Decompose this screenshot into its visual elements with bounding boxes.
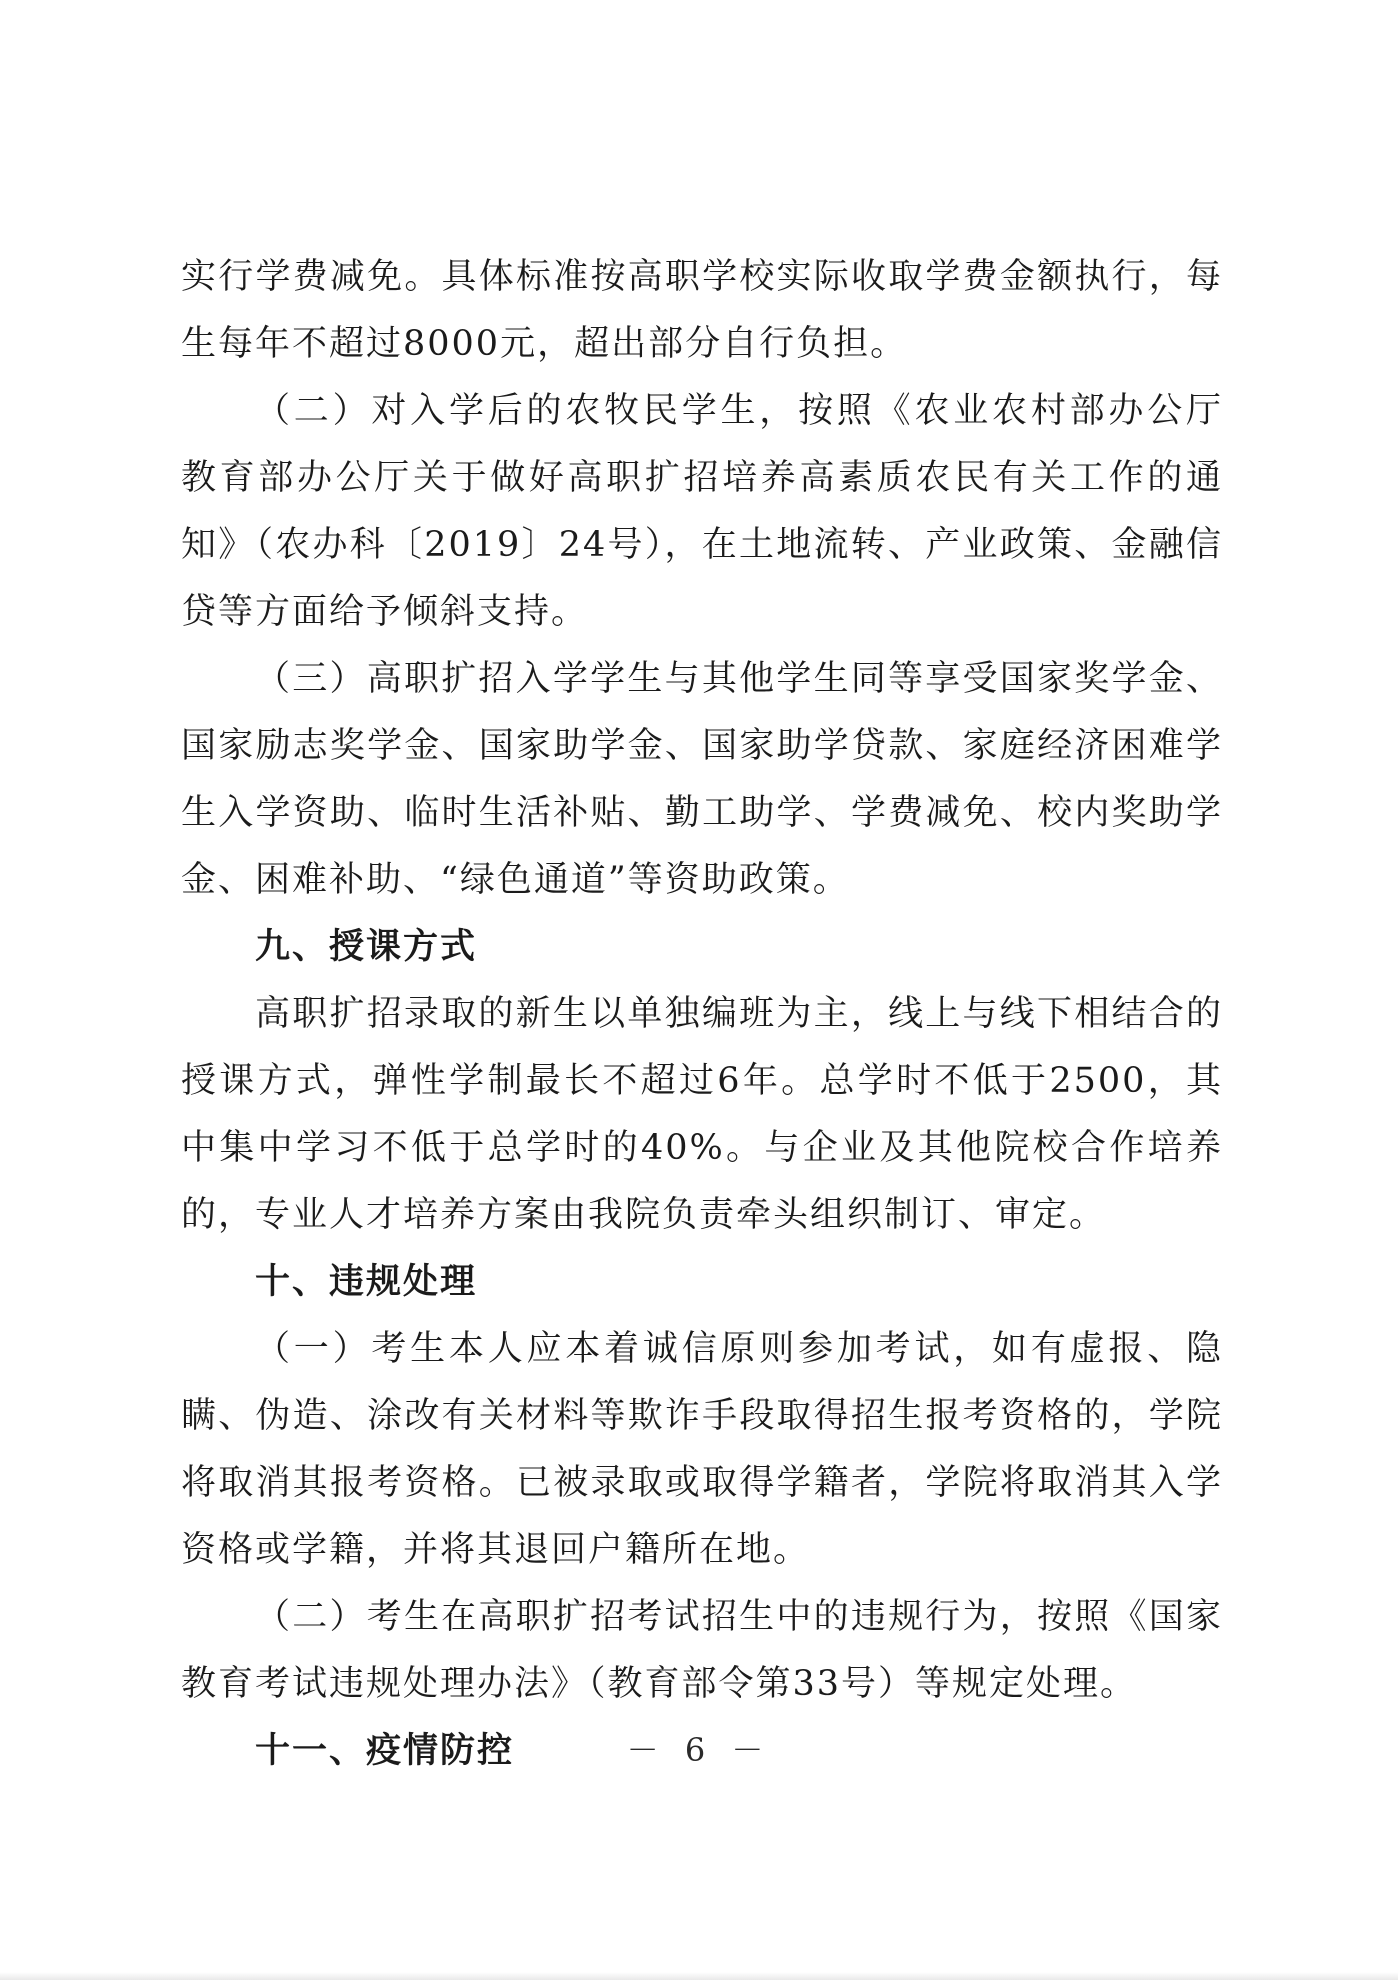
paragraph-financial-aid: （三）高职扩招入学学生与其他学生同等享受国家奖学金、国家励志奖学金、国家助学金、国家助学贷款、家庭经济困难学生入学资助、临时生活补贴、勤工助学、学费减免、校内奖助学金、困难补助、“绿色通道”等资助政策。	[181, 659, 1223, 900]
section-heading-epidemic-control: 十一、疫情防控	[255, 1731, 515, 1771]
scan-edge-divider	[0, 1972, 1398, 1980]
section-heading-violations: 十、违规处理	[255, 1262, 478, 1302]
paragraph-fee-reduction: 实行学费减免。具体标准按高职学校实际收取学费金额执行，每生每年不超过8000元，超出部分自行负担。	[181, 257, 1223, 364]
paragraph-teaching-method: 高职扩招录取的新生以单独编班为主，线上与线下相结合的授课方式，弹性学制最长不超过6年。总学时不低于2500，其中集中学习不低于总学时的40%。与企业及其他院校合作培养的，专业人才培养方案由我院负责牵头组织制订、审定。	[181, 994, 1223, 1235]
paragraph-farmer-support: （二）对入学后的农牧民学生，按照《农业农村部办公厅 教育部办公厅关于做好高职扩招培养高素质农民有关工作的通知》（农办科〔2019〕24号），在土地流转、产业政策、金融信贷等方面给予倾斜支持。	[181, 391, 1223, 632]
document-body	[181, 244, 1223, 1785]
section-heading-teaching-method: 九、授课方式	[255, 927, 478, 967]
paragraph-violation-exam: （二）考生在高职扩招考试招生中的违规行为，按照《国家教育考试违规处理办法》（教育部令第33号）等规定处理。	[181, 1597, 1223, 1704]
page-number: － 6 －	[626, 1731, 772, 1769]
paragraph-violation-fraud: （一）考生本人应本着诚信原则参加考试，如有虚报、隐瞒、伪造、涂改有关材料等欺诈手段取得招生报考资格的，学院将取消其报考资格。已被录取或取得学籍者，学院将取消其入学资格或学籍，并将其退回户籍所在地。	[181, 1329, 1223, 1570]
